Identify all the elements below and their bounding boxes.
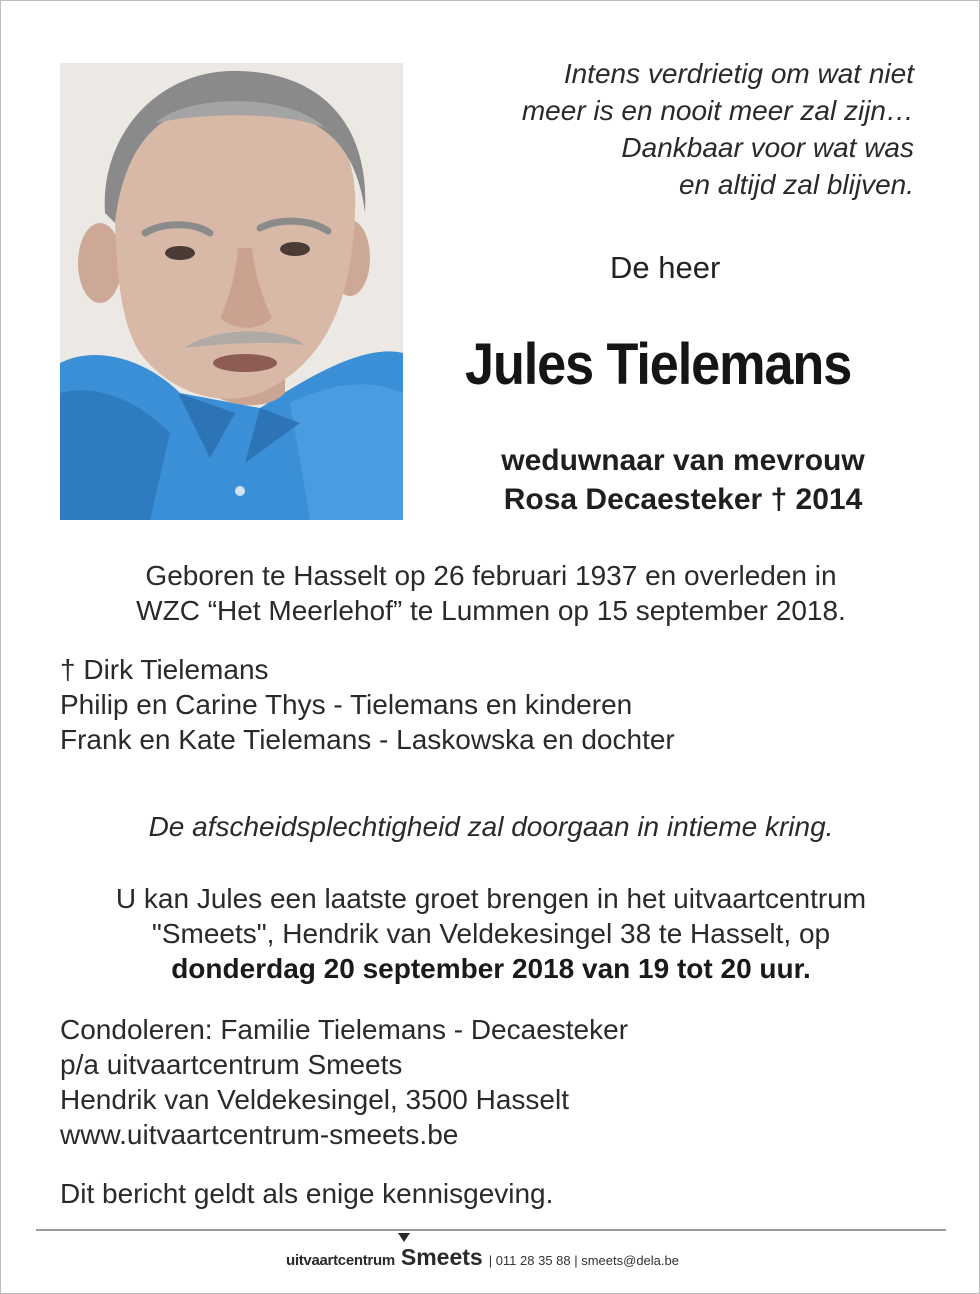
family-member: Frank en Kate Tielemans - Laskowska en dochter — [60, 724, 675, 755]
poem-line: en altijd zal blijven. — [678, 169, 914, 200]
condolence-line: p/a uitvaartcentrum Smeets — [60, 1049, 403, 1080]
widow-statement — [453, 441, 913, 519]
visitation-info — [31, 881, 951, 986]
visitation-line: "Smeets", Hendrik van Veldekesingel 38 te Hasselt, op — [151, 918, 831, 949]
visitation-datetime: donderdag 20 september 2018 van 19 tot 20 uur. — [171, 953, 811, 984]
poem-line: meer is en nooit meer zal zijn… — [521, 95, 914, 126]
brand-name: Smeets — [400, 1244, 483, 1270]
birth-line: Geboren te Hasselt op 26 februari 1937 en overleden in — [145, 560, 837, 591]
portrait-illustration — [60, 63, 403, 520]
brand-name-wrapper — [401, 1244, 483, 1271]
portrait-photo — [60, 63, 403, 520]
poem-verse — [454, 55, 914, 203]
notice-statement: Dit bericht geldt als enige kennisgeving. — [60, 1178, 554, 1209]
website-link[interactable]: www.uitvaartcentrum-smeets.be — [60, 1119, 459, 1150]
condolence-line: Condoleren: Familie Tielemans - Decaesteker — [60, 1014, 629, 1045]
visitation-line: U kan Jules een laatste groet brengen in het uitvaartcentrum — [115, 883, 867, 914]
death-line: WZC “Het Meerlehof” te Lummen op 15 september 2018. — [136, 595, 846, 626]
family-list — [60, 652, 920, 757]
brand-prefix: uitvaartcentrum — [286, 1252, 395, 1269]
deceased-name: Jules Tielemans — [465, 332, 852, 397]
poem-line: Dankbaar voor wat was — [621, 132, 914, 163]
widow-line: weduwnaar van mevrouw — [501, 444, 865, 477]
footer-contact: | 011 28 35 88 | smeets@dela.be — [488, 1253, 679, 1268]
divider — [36, 1229, 946, 1231]
triangle-marker-icon — [398, 1233, 410, 1242]
funeral-home-footer — [286, 1244, 679, 1276]
spouse-name: Rosa Decaesteker † 2014 — [503, 483, 863, 516]
condolence-line: Hendrik van Veldekesingel, 3500 Hasselt — [60, 1084, 569, 1115]
salutation: De heer — [610, 250, 721, 285]
condolence-address — [60, 1012, 920, 1152]
poem-line: Intens verdrietig om wat niet — [563, 58, 914, 89]
family-member: † Dirk Tielemans — [60, 654, 269, 685]
ceremony-notice: De afscheidsplechtigheid zal doorgaan in intieme kring. — [148, 811, 834, 842]
birth-death-statement — [41, 558, 941, 628]
family-member: Philip en Carine Thys - Tielemans en kinderen — [60, 689, 633, 720]
